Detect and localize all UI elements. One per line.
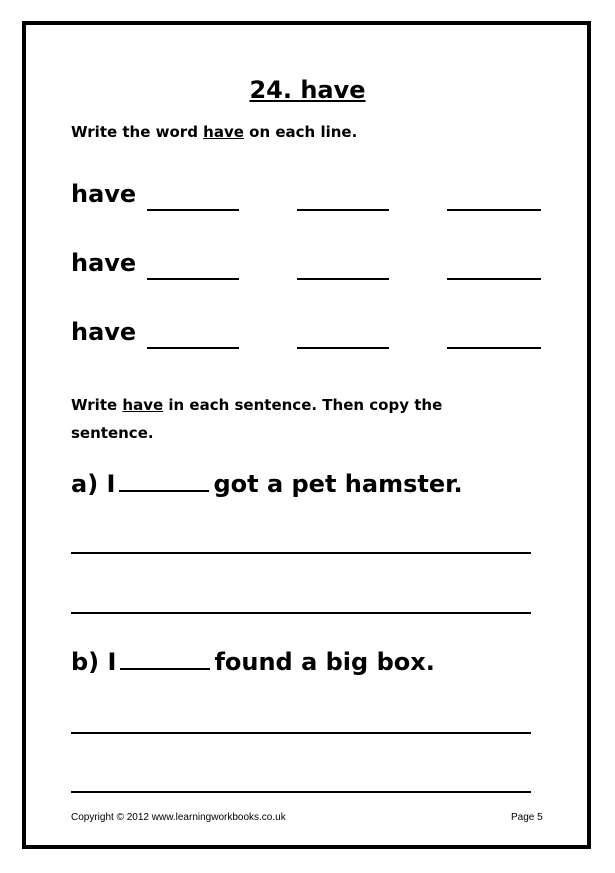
instruction-1-word: have: [203, 123, 244, 141]
sentence-suffix: got a pet hamster.: [213, 470, 463, 498]
write-line[interactable]: [297, 347, 389, 349]
practice-row-1: [71, 180, 541, 216]
write-line[interactable]: [147, 278, 239, 280]
practice-row-2: [71, 249, 541, 285]
sentence-blank[interactable]: [120, 648, 210, 670]
practice-word: have: [71, 249, 137, 277]
instruction-2-before: Write: [71, 396, 123, 414]
sentence-blank[interactable]: [119, 470, 209, 492]
sentence-b: [71, 648, 435, 676]
instruction-2-word: have: [122, 396, 164, 414]
instruction-1-after: on each line.: [243, 123, 358, 141]
footer-copyright: Copyright © 2012 www.learningworkbooks.co.uk: [71, 812, 286, 823]
write-line[interactable]: [447, 347, 541, 349]
instruction-2-line2: sentence.: [71, 424, 154, 442]
instruction-2: [71, 391, 442, 447]
instruction-1: [71, 118, 357, 146]
copy-line[interactable]: [71, 612, 531, 614]
page-title: 24. have: [249, 76, 366, 104]
write-line[interactable]: [447, 209, 541, 211]
write-line[interactable]: [447, 278, 541, 280]
copy-line[interactable]: [71, 732, 531, 734]
write-line[interactable]: [297, 209, 389, 211]
write-line[interactable]: [147, 347, 239, 349]
instruction-1-before: Write the word: [71, 123, 204, 141]
sentence-prefix: a) I: [71, 470, 116, 498]
sentence-suffix: found a big box.: [214, 648, 435, 676]
instruction-2-after: in each sentence. Then copy the: [163, 396, 443, 414]
sentence-a: [71, 470, 463, 498]
sentence-prefix: b) I: [71, 648, 117, 676]
write-line[interactable]: [147, 209, 239, 211]
practice-word: have: [71, 318, 137, 346]
practice-word: have: [71, 180, 137, 208]
practice-row-3: [71, 318, 541, 354]
copy-line[interactable]: [71, 552, 531, 554]
footer-page-number: Page 5: [511, 812, 543, 823]
write-line[interactable]: [297, 278, 389, 280]
copy-line[interactable]: [71, 791, 531, 793]
